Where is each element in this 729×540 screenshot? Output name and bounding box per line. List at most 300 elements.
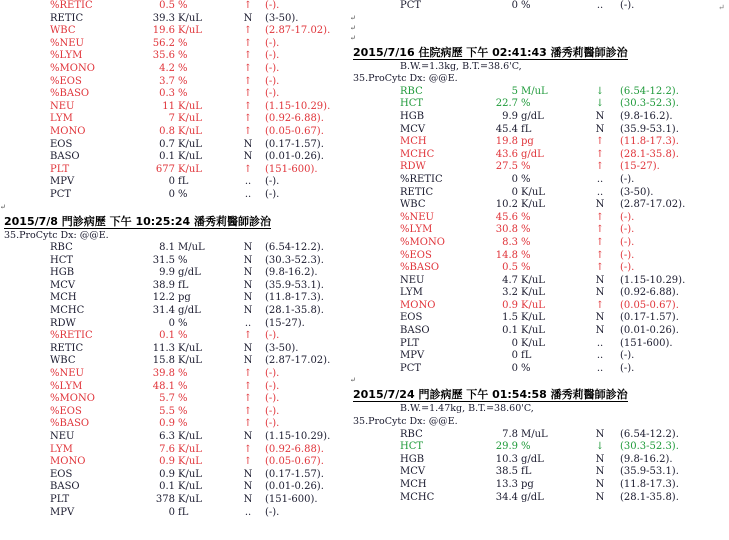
lab-unit: K/uL — [178, 100, 202, 112]
lab-reference-range: (151-600). — [265, 163, 318, 175]
lab-test-name: %NEU — [50, 368, 84, 380]
lab-flag: .. — [244, 317, 252, 329]
lab-test-name: MCH — [400, 136, 427, 148]
paragraph-mark: ↵ — [0, 202, 6, 211]
lab-result-row — [0, 456, 350, 469]
lab-reference-range: (-). — [620, 0, 635, 11]
lab-flag: ↑ — [243, 62, 253, 74]
lab-unit: % — [521, 262, 531, 274]
lab-result-row — [350, 149, 729, 162]
lab-value: 7.6 — [159, 443, 175, 455]
body-weight-temp: B.W.=1.47kg, B.T.=38.60'C, — [400, 403, 534, 415]
lab-result-row — [350, 124, 729, 137]
lab-reference-range: (-). — [265, 0, 280, 11]
lab-unit: pg — [178, 292, 191, 304]
lab-unit: % — [178, 254, 188, 266]
lab-test-name: MCV — [400, 123, 426, 135]
lab-result-row — [0, 189, 350, 202]
lab-test-name: RBC — [50, 242, 73, 254]
lab-flag: N — [243, 138, 253, 150]
lab-reference-range: (-). — [265, 62, 280, 74]
lab-unit: K/uL — [521, 287, 545, 299]
lab-flag: N — [243, 468, 253, 480]
lab-reference-range: (-). — [265, 380, 280, 392]
lab-unit: % — [178, 405, 188, 417]
lab-result-row — [350, 429, 729, 442]
lab-value: 11 — [162, 100, 175, 112]
lab-reference-range: (-). — [620, 262, 635, 274]
lab-result-row — [350, 287, 729, 300]
lab-flag: N — [595, 453, 605, 465]
lab-test-name: LYM — [50, 113, 73, 125]
lab-reference-range: (15-27). — [620, 161, 660, 173]
lab-value: 0.3 — [159, 88, 175, 100]
lab-reference-range: (0.05-0.67). — [620, 299, 679, 311]
lab-result-row — [350, 363, 729, 376]
lab-flag: ↑ — [243, 393, 253, 405]
lab-unit: % — [521, 441, 531, 453]
lab-unit: K/uL — [178, 468, 202, 480]
lab-unit: K/uL — [521, 274, 545, 286]
lab-reference-range: (-). — [265, 405, 280, 417]
lab-unit: K/uL — [178, 125, 202, 137]
lab-result-row — [0, 164, 350, 177]
lab-value: 9.9 — [502, 110, 518, 122]
lab-result-row — [350, 338, 729, 351]
lab-flag: ↑ — [243, 50, 253, 62]
lab-test-name: NEU — [400, 274, 425, 286]
paragraph-mark: ↵ — [350, 376, 356, 385]
lab-test-name: PCT — [400, 362, 422, 374]
lab-value: 27.5 — [495, 161, 518, 173]
lab-value: 3.7 — [159, 75, 175, 87]
lab-value: 19.8 — [495, 136, 518, 148]
lab-flag: N — [595, 123, 605, 135]
lab-flag: .. — [244, 506, 252, 518]
lab-reference-range: (0.92-6.88). — [620, 287, 679, 299]
lab-reference-range: (9.8-16.2). — [620, 110, 673, 122]
lab-unit: % — [521, 98, 531, 110]
paragraph-mark: ↵ — [350, 33, 356, 42]
lab-result-row — [0, 393, 350, 406]
lab-flag: ↑ — [243, 330, 253, 342]
lab-flag: .. — [596, 337, 604, 349]
lab-result-row — [350, 479, 729, 492]
lab-unit: fL — [521, 466, 532, 478]
lab-value: 7 — [168, 113, 175, 125]
lab-unit: K/uL — [178, 113, 202, 125]
lab-value: 0 — [168, 506, 175, 518]
lab-unit: K/uL — [178, 456, 202, 468]
lab-result-row — [0, 368, 350, 381]
lab-reference-range: (28.1-35.8). — [265, 305, 324, 317]
lab-flag: ↓ — [595, 441, 605, 453]
lab-value: 34.4 — [495, 491, 518, 503]
lab-flag: N — [595, 312, 605, 324]
lab-value: 31.5 — [152, 254, 175, 266]
lab-result-row — [350, 466, 729, 479]
lab-test-name: MPV — [400, 350, 425, 362]
lab-reference-range: (0.17-1.57). — [265, 138, 324, 150]
lab-test-name: RETIC — [50, 342, 84, 354]
lab-test-name: %LYM — [50, 380, 83, 392]
lab-reference-range: (-). — [620, 224, 635, 236]
lab-flag: ↑ — [243, 418, 253, 430]
lab-value: 0.9 — [159, 468, 175, 480]
lab-test-name: %RETIC — [400, 173, 443, 185]
lab-unit: fL — [178, 279, 189, 291]
lab-result-row — [0, 418, 350, 431]
lab-reference-range: (-). — [265, 506, 280, 518]
lab-flag: N — [595, 110, 605, 122]
lab-result-row — [0, 444, 350, 457]
lab-result-row — [0, 507, 350, 520]
visit-header-text: 2015/7/16 住院病歷 下午 02:41:43 潘秀莉醫師診治 — [353, 45, 628, 59]
lab-test-name: EOS — [400, 312, 423, 324]
lab-unit: % — [178, 62, 188, 74]
lab-unit: M/uL — [521, 428, 548, 440]
right-column — [350, 0, 729, 504]
lab-reference-range: (6.54-12.2). — [265, 242, 324, 254]
lab-value: 0 — [511, 173, 518, 185]
right-section2-results — [350, 429, 729, 505]
lab-test-name: %LYM — [50, 50, 83, 62]
lab-flag: N — [243, 493, 253, 505]
lab-result-row — [0, 113, 350, 126]
lab-flag: .. — [596, 186, 604, 198]
lab-test-name: MCHC — [400, 148, 435, 160]
lab-unit: % — [521, 224, 531, 236]
lab-flag: N — [243, 355, 253, 367]
lab-reference-range: (2.87-17.02). — [265, 355, 331, 367]
lab-flag: ↓ — [595, 85, 605, 97]
lab-value: 38.5 — [495, 466, 518, 478]
lab-reference-range: (-). — [265, 393, 280, 405]
lab-reference-range: (35.9-53.1). — [265, 279, 324, 291]
lab-unit: g/dL — [178, 267, 201, 279]
lab-result-row — [0, 469, 350, 482]
lab-test-name: %RETIC — [50, 0, 93, 11]
lab-unit: % — [521, 249, 531, 261]
lab-value: 6.3 — [159, 431, 175, 442]
left-section-results — [0, 242, 350, 519]
lab-reference-range: (28.1-35.8). — [620, 148, 679, 160]
lab-result-row — [0, 151, 350, 164]
lab-value: 29.9 — [495, 441, 518, 453]
lab-value: 0 — [511, 350, 518, 362]
lab-result-row — [0, 50, 350, 63]
lab-unit: K/uL — [178, 12, 202, 24]
visit-header-text: 2015/7/8 門診病歷 下午 10:25:24 潘秀莉醫師診治 — [4, 214, 271, 228]
lab-value: 0 — [511, 362, 518, 374]
lab-value: 43.6 — [495, 148, 518, 160]
lab-unit: K/uL — [178, 25, 202, 37]
lab-reference-range: (30.3-52.3). — [620, 98, 679, 110]
lab-test-name: PCT — [400, 0, 422, 11]
lab-reference-range: (-). — [265, 188, 280, 200]
lab-flag: .. — [596, 362, 604, 374]
lab-unit: K/uL — [521, 186, 545, 198]
lab-result-row — [0, 381, 350, 394]
lab-result-row — [350, 441, 729, 454]
lab-value: 10.3 — [495, 453, 518, 465]
lab-unit: g/dL — [521, 148, 544, 160]
lab-reference-range: (35.9-53.1). — [620, 123, 679, 135]
lab-unit: % — [178, 50, 188, 62]
lab-test-name: WBC — [50, 355, 76, 367]
lab-value: 677 — [155, 163, 175, 175]
lab-reference-range: (-). — [265, 37, 280, 49]
lab-reference-range: (0.05-0.67). — [265, 456, 324, 468]
lab-test-name: MPV — [50, 506, 75, 518]
lab-value: 31.4 — [152, 305, 175, 317]
lab-flag: ↑ — [243, 163, 253, 175]
lab-test-name: MCH — [400, 479, 427, 490]
lab-unit: g/dL — [521, 453, 544, 465]
lab-result-row — [0, 88, 350, 101]
lab-value: 56.2 — [152, 37, 175, 49]
lab-value: 11.3 — [152, 342, 175, 354]
lab-value: 35.6 — [152, 50, 175, 62]
lab-reference-range: (0.05-0.67). — [265, 125, 324, 137]
lab-test-name: MCV — [400, 466, 426, 478]
lab-unit: K/uL — [178, 431, 202, 442]
lab-unit: K/uL — [521, 312, 545, 324]
lab-unit: % — [178, 418, 188, 430]
lab-result-row — [0, 343, 350, 356]
lab-unit: % — [521, 173, 531, 185]
lab-result-row — [0, 25, 350, 38]
lab-unit: K/uL — [521, 337, 545, 349]
lab-value: 5 — [511, 85, 518, 97]
lab-unit: K/uL — [178, 163, 202, 175]
lab-result-row — [350, 237, 729, 250]
lab-unit: fL — [178, 506, 189, 518]
lab-test-name: %EOS — [400, 249, 432, 261]
lab-flag: N — [243, 242, 253, 254]
lab-result-row — [0, 255, 350, 268]
lab-test-name: HCT — [400, 98, 424, 110]
lab-flag: ↑ — [243, 25, 253, 37]
lab-result-row — [0, 318, 350, 331]
lab-test-name: RBC — [400, 428, 423, 440]
lab-flag: N — [243, 342, 253, 354]
lab-value: 0.5 — [159, 0, 175, 11]
visit-header-0724 — [353, 389, 729, 403]
lab-unit: K/uL — [178, 481, 202, 493]
paragraph-mark: ↵ — [350, 13, 356, 22]
lab-flag: .. — [244, 176, 252, 188]
lab-test-name: EOS — [50, 468, 73, 480]
lab-reference-range: (0.01-0.26). — [620, 325, 679, 337]
lab-unit: g/dL — [521, 491, 544, 503]
lab-test-name: RETIC — [50, 12, 84, 24]
lab-test-name: %MONO — [400, 236, 445, 248]
lab-result-row — [350, 224, 729, 237]
lab-unit: % — [521, 362, 531, 374]
lab-value: 39.8 — [152, 368, 175, 380]
lab-flag: N — [243, 305, 253, 317]
lab-test-name: BASO — [400, 325, 430, 337]
lab-test-name: %BASO — [50, 418, 90, 430]
lab-flag: N — [595, 199, 605, 211]
lab-flag: ↑ — [243, 37, 253, 49]
lab-flag: N — [595, 325, 605, 337]
lab-result-row — [0, 280, 350, 293]
lab-reference-range: (-). — [620, 350, 635, 362]
lab-test-name: HGB — [400, 453, 425, 465]
lab-reference-range: (-). — [265, 418, 280, 430]
lab-result-row — [350, 111, 729, 124]
lab-reference-range: (11.8-17.3). — [620, 136, 679, 148]
lab-flag: ↑ — [595, 136, 605, 148]
lab-flag: .. — [596, 173, 604, 185]
lab-unit: % — [178, 0, 188, 11]
lab-flag: N — [243, 12, 253, 24]
procytc-line: 35.ProCytc Dx: @@E. — [353, 416, 458, 428]
visit-header-0716 — [353, 47, 729, 61]
lab-value: 8.3 — [502, 236, 518, 248]
lab-result-row — [0, 139, 350, 152]
lab-unit: % — [521, 0, 531, 11]
lab-reference-range: (9.8-16.2). — [265, 267, 318, 279]
lab-result-row — [350, 199, 729, 212]
lab-flag: N — [595, 428, 605, 440]
lab-result-row — [0, 242, 350, 255]
lab-value: 0 — [511, 0, 518, 11]
lab-flag: N — [595, 274, 605, 286]
lab-result-row — [350, 212, 729, 225]
lab-unit: K/uL — [178, 151, 202, 163]
lab-unit: % — [521, 161, 531, 173]
lab-value: 0.5 — [502, 262, 518, 274]
procytc-line: 35.ProCytc Dx: @@E. — [4, 229, 109, 241]
body-weight-temp: B.W.=1.3kg, B.T.=38.6'C, — [400, 60, 522, 72]
lab-unit: pg — [521, 136, 534, 148]
lab-reference-range: (-). — [265, 88, 280, 100]
lab-unit: fL — [521, 350, 532, 362]
lab-reference-range: (0.01-0.26). — [265, 481, 324, 493]
lab-flag: ↑ — [243, 405, 253, 417]
left-top-results — [0, 0, 350, 202]
lab-value: 39.3 — [152, 12, 175, 24]
lab-value: 45.4 — [495, 123, 518, 135]
lab-flag: .. — [596, 350, 604, 362]
lab-unit: % — [178, 330, 188, 342]
lab-unit: fL — [521, 123, 532, 135]
lab-reference-range: (6.54-12.2). — [620, 85, 679, 97]
lab-result-row — [0, 355, 350, 368]
lab-test-name: MONO — [400, 299, 436, 311]
lab-value: 30.8 — [495, 224, 518, 236]
lab-test-name: LYM — [400, 287, 423, 299]
lab-value: 9.9 — [159, 267, 175, 279]
lab-reference-range: (0.92-6.88). — [265, 443, 324, 455]
lab-unit: g/dL — [178, 305, 201, 317]
lab-unit: % — [178, 75, 188, 87]
lab-reference-range: (-). — [265, 330, 280, 342]
corner-mark: ↵ — [718, 3, 725, 12]
lab-value: 0.9 — [159, 418, 175, 430]
right-section1-results — [350, 86, 729, 376]
lab-value: 5.5 — [159, 405, 175, 417]
lab-result-row — [0, 406, 350, 419]
lab-unit: K/uL — [521, 199, 545, 211]
lab-unit: K/uL — [521, 299, 545, 311]
lab-result-row — [0, 305, 350, 318]
lab-result-row — [350, 136, 729, 149]
lab-flag: ↑ — [595, 211, 605, 223]
lab-result-row — [0, 0, 350, 13]
lab-result-row — [0, 330, 350, 343]
lab-value: 0 — [511, 337, 518, 349]
lab-unit: K/uL — [178, 443, 202, 455]
lab-reference-range: (15-27). — [265, 317, 305, 329]
lab-result-row — [350, 86, 729, 99]
lab-reference-range: (-). — [620, 236, 635, 248]
lab-flag: ↑ — [243, 75, 253, 87]
lab-test-name: MCH — [50, 292, 77, 304]
lab-reference-range: (6.54-12.2). — [620, 428, 679, 440]
lab-flag: N — [595, 287, 605, 299]
lab-unit: K/uL — [178, 342, 202, 354]
lab-value: 0 — [511, 186, 518, 198]
lab-test-name: %EOS — [50, 405, 82, 417]
lab-flag: N — [243, 481, 253, 493]
lab-test-name: WBC — [50, 25, 76, 37]
lab-flag: ↑ — [595, 299, 605, 311]
lab-flag: ↑ — [243, 100, 253, 112]
procytc-line: 35.ProCytc Dx: @@E. — [353, 73, 458, 85]
lab-result-row — [350, 275, 729, 288]
lab-value: 0.9 — [159, 456, 175, 468]
lab-result-row — [350, 350, 729, 363]
lab-flag: N — [595, 491, 605, 503]
lab-flag: ↑ — [595, 161, 605, 173]
lab-value: 48.1 — [152, 380, 175, 392]
lab-test-name: MONO — [50, 456, 86, 468]
lab-value: 0 — [168, 176, 175, 188]
lab-value: 38.9 — [152, 279, 175, 291]
lab-flag: ↑ — [243, 125, 253, 137]
lab-flag: N — [243, 279, 253, 291]
lab-value: 0.8 — [159, 125, 175, 137]
lab-test-name: %LYM — [400, 224, 433, 236]
lab-flag: N — [243, 292, 253, 304]
lab-reference-range: (3-50). — [620, 186, 654, 198]
lab-unit: % — [178, 393, 188, 405]
lab-unit: % — [178, 188, 188, 200]
lab-test-name: PLT — [50, 493, 70, 505]
lab-unit: K/uL — [178, 355, 202, 367]
lab-result-row — [0, 292, 350, 305]
lab-reference-range: (151-600). — [620, 337, 673, 349]
lab-value: 0.1 — [159, 481, 175, 493]
lab-value: 1.5 — [502, 312, 518, 324]
lab-unit: % — [178, 368, 188, 380]
lab-flag: ↑ — [243, 0, 253, 11]
lab-reference-range: (35.9-53.1). — [620, 466, 679, 478]
lab-unit: % — [178, 37, 188, 49]
lab-unit: K/uL — [178, 138, 202, 150]
lab-test-name: BASO — [50, 481, 80, 493]
lab-value: 10.2 — [495, 199, 518, 211]
lab-flag: ↑ — [243, 88, 253, 100]
lab-test-name: %MONO — [50, 393, 95, 405]
lab-result-row — [350, 98, 729, 111]
lab-reference-range: (0.17-1.57). — [620, 312, 679, 324]
lab-unit: fL — [178, 176, 189, 188]
